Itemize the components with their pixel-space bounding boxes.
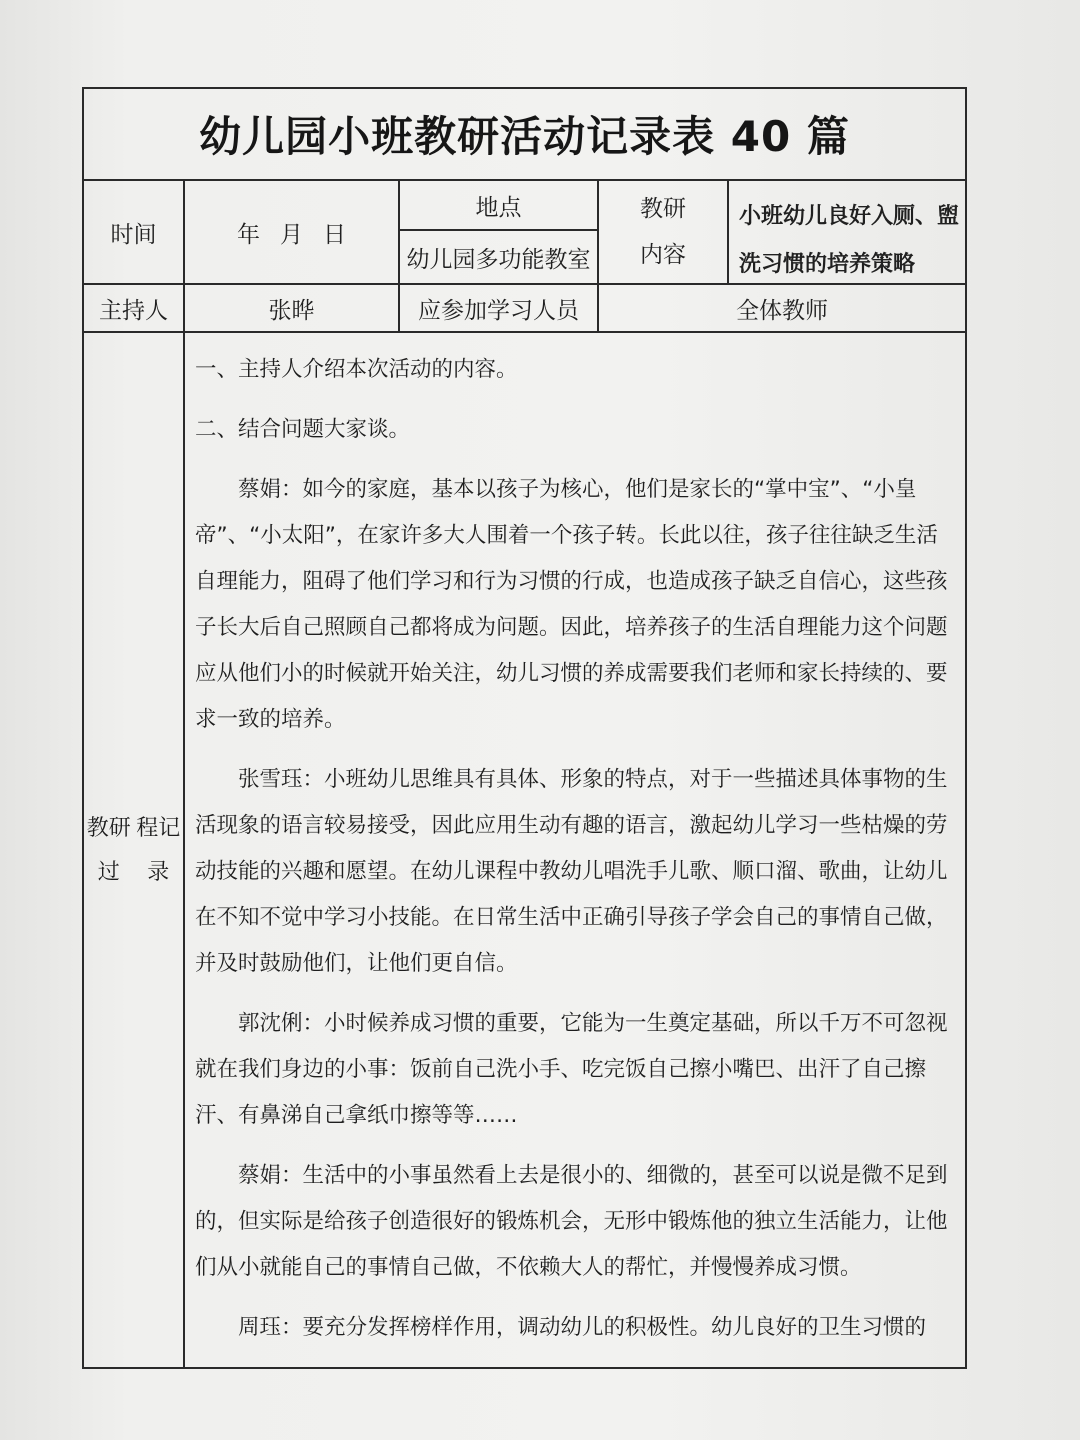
date-month: 月 xyxy=(280,221,303,248)
attendees-label: 应参加学习人员 xyxy=(418,297,579,324)
date-value xyxy=(185,181,398,283)
paragraph-caijuan-2: 蔡娟：生活中的小事虽然看上去是很小的、细微的，甚至可以说是微不足到的，但实际是给孩子创造很好的锻炼机会，无形中锻炼他的独立生活能力，让他们从小就能自己的事情自己做，不依赖大人的帮忙，并慢慢养成习惯。 xyxy=(195,1163,948,1280)
paragraph-zhangxuejue: 张雪珏：小班幼儿思维具有具体、形象的特点，对于一些描述具体事物的生活现象的语言较易接受，因此应用生动有趣的语言，激起幼儿学习一些枯燥的劳动技能的兴趣和愿望。在幼儿课程中教幼儿唱洗手儿歌、顺口溜、歌曲，让幼儿在不知不觉中学习小技能。在日常生活中正确引导孩子学会自己的事情自己做，并及时鼓励他们，让他们更自信。 xyxy=(195,767,948,976)
record-label-line2: 程记录 xyxy=(136,816,181,885)
paragraph-guoshenli: 郭沈俐：小时候养成习惯的重要，它能为一生奠定基础，所以千万不可忽视就在我们身边的小事：饭前自己洗小手、吃完饭自己擦小嘴巴、出汗了自己擦汗、有鼻涕自己拿纸巾擦等等…… xyxy=(195,1011,948,1128)
paragraph-intro: 一、主持人介绍本次活动的内容。 xyxy=(195,357,518,382)
content-label xyxy=(599,181,727,283)
paragraph-discussion: 二、结合问题大家谈。 xyxy=(195,417,411,442)
title-row xyxy=(84,89,965,181)
record-label-line1: 教研过 xyxy=(86,816,131,885)
place-value: 幼儿园多功能教室 xyxy=(406,246,591,273)
content-label-line2: 内容 xyxy=(640,242,686,268)
attendees-value: 全体教师 xyxy=(736,297,828,324)
topic-line1: 小班幼儿良好入厕、盥 xyxy=(739,204,960,229)
date-year: 年 xyxy=(237,221,260,248)
form-title: 幼儿园小班教研活动记录表 40 篇 xyxy=(199,112,850,161)
content-label-line1: 教研 xyxy=(640,196,686,222)
host-value: 张晔 xyxy=(268,297,315,324)
time-label: 时间 xyxy=(110,221,157,248)
paragraph-caijuan-1: 蔡娟：如今的家庭，基本以孩子为核心，他们是家长的“掌中宝”、“小皇帝”、“小太阳”，在家许多大人围着一个孩子转。长此以往，孩子往往缺乏生活自理能力，阻碍了他们学习和行为习惯的行成，也造成孩子缺乏自信心，这些孩子长大后自己照顾自己都将成为问题。因此，培养孩子的生活自理能力这个问题应从他们小的时候就开始关注，幼儿习惯的养成需要我们老师和家长持续的、要求一致的培养。 xyxy=(195,477,948,732)
record-content xyxy=(185,333,965,1369)
date-day: 日 xyxy=(323,221,346,248)
record-label xyxy=(84,333,183,1369)
record-form-table xyxy=(82,87,967,1369)
topic-value xyxy=(729,181,965,283)
topic-line2: 洗习惯的培养策略 xyxy=(739,252,916,277)
paragraph-zhoujue: 周珏：要充分发挥榜样作用，调动幼儿的积极性。幼儿良好的卫生习惯的 xyxy=(238,1315,927,1340)
place-label: 地点 xyxy=(475,194,522,221)
host-label: 主持人 xyxy=(99,297,168,324)
